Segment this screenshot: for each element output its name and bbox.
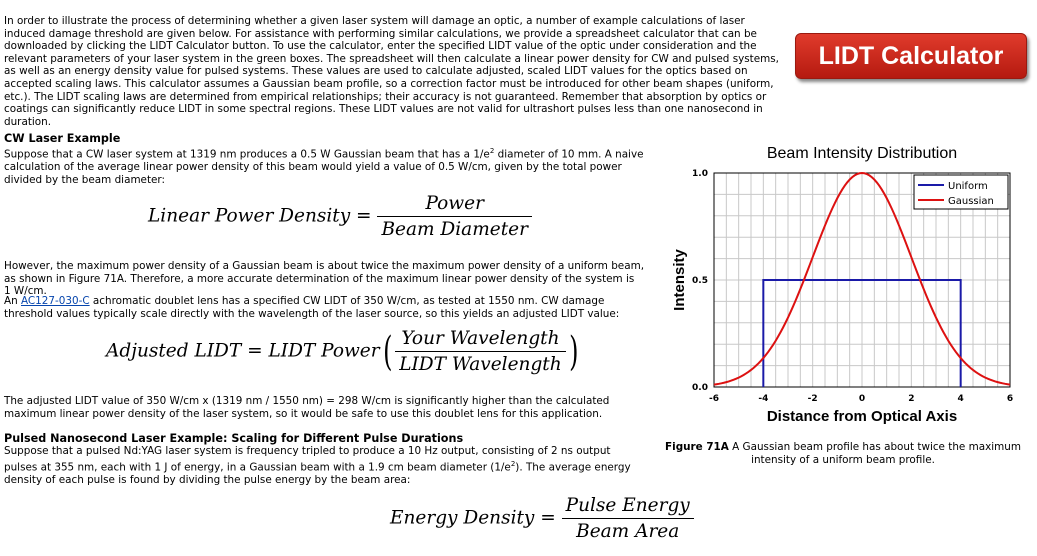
x-tick-label: 4 (957, 394, 964, 404)
pulsed-paragraph-1 (4, 445, 644, 486)
y-tick-label: 0.0 (692, 383, 708, 393)
eq1-denominator: Beam Diameter (381, 219, 528, 240)
eq3-numerator: Pulse Energy (562, 495, 694, 519)
ac127-030-c-link[interactable]: AC127-030-C (21, 295, 90, 307)
eq1-lhs: Linear Power Density = (148, 205, 372, 227)
legend-label-uniform: Uniform (948, 181, 988, 192)
figure-caption (648, 441, 1037, 466)
cw-p3-text-b: achromatic doublet lens has a specified CW LIDT of 350 W/cm, as tested at 1550 nm. CW damage threshold values typically scale directly with the wavelength of the laser source, so this yields an adjusted LIDT value: (4, 295, 620, 320)
x-tick-label: 6 (1006, 394, 1014, 404)
cw-paragraph-1 (4, 145, 644, 186)
figure-label: Figure 71A (665, 441, 729, 453)
right-paren: ) (568, 328, 579, 375)
linear-power-density-equation (148, 193, 532, 240)
y-tick-label: 1.0 (692, 169, 708, 179)
eq1-numerator: Power (377, 193, 532, 217)
beam-intensity-chart (660, 140, 1030, 430)
legend-label-gaussian: Gaussian (948, 196, 994, 207)
cw-p1-text-a: Suppose that a CW laser system at 1319 nm produces a 0.5 W Gaussian beam that has a 1/e (4, 148, 490, 161)
y-axis-label: Intensity (671, 249, 688, 311)
intro-paragraph: In order to illustrate the process of determining whether a given laser system will damage an optic, a number of example calculations of laser induced damage threshold are given below. For assistance with performing similar calculations, we provide a spreadsheet calculator that can be downloaded by clicking the LIDT Calculator button. To use the calculator, enter the specified LIDT value of the optic under consideration and the relevant parameters of your laser system in the green boxes. The spreadsheet will then calculate a linear power density for CW and pulsed systems, as well as an energy density value for pulsed systems. These values are used to calculate adjusted, scaled LIDT values for the optics based on accepted scaling laws. This calculator assumes a Gaussian beam profile, so a correction factor must be introduced for other beam shapes (uniform, etc.). The LIDT scaling laws are determined from empirical relationships; their accuracy is not guaranteed. Remember that absorption by optics or coatings can significantly reduce LIDT in some spectral regions. These LIDT values are not valid for ultrashort pulses less than one nanosecond in duration. (4, 15, 779, 128)
pulsed-heading: Pulsed Nanosecond Laser Example: Scaling for Different Pulse Durations (4, 432, 464, 445)
figure-caption-text: A Gaussian beam profile has about twice the maximum intensity of a uniform beam profile. (728, 441, 1021, 466)
pulsed-p1-text-b: ). The average energy density of each pulse is found by dividing the pulse energy by the beam area: (4, 461, 631, 486)
adjusted-lidt-equation (106, 328, 581, 375)
x-tick-label: -2 (807, 394, 818, 404)
y-tick-label: 0.5 (692, 276, 708, 286)
cw-paragraph-4: The adjusted LIDT value of 350 W/cm x (1319 nm / 1550 nm) = 298 W/cm is significantly higher than the calculated maximum linear power density of the laser system, so it would be safe to use this doublet lens for this application. (4, 395, 610, 420)
eq1-fraction (377, 193, 532, 240)
cw-paragraph-2: However, the maximum power density of a Gaussian beam is about twice the maximum power density of a uniform beam, as shown in Figure 71A. Therefore, a more accurate determination of the maximum linear power density of the system is 1 W/cm. (4, 260, 644, 298)
x-tick-label: 2 (908, 394, 915, 404)
eq2-numerator: Your Wavelength (395, 328, 565, 352)
x-tick-label: -6 (709, 394, 719, 404)
cw-p1-text-b: diameter of 10 mm. A naive calculation of the average linear power density of this beam would yield a value of 0.5 W/cm, given by the total power divided by the beam diameter: (4, 148, 644, 186)
cw-p3-text-a: An (4, 295, 21, 307)
cw-heading: CW Laser Example (4, 132, 121, 145)
energy-density-equation (390, 495, 694, 542)
x-tick-label: 0 (858, 394, 866, 404)
x-axis-label: Distance from Optical Axis (766, 408, 958, 425)
chart-title: Beam Intensity Distribution (766, 145, 958, 162)
left-paren: ( (382, 328, 393, 375)
eq2-denominator: LIDT Wavelength (399, 354, 562, 375)
pulsed-p1-sup: 2 (510, 459, 516, 468)
lidt-calculator-button[interactable]: LIDT Calculator (795, 33, 1027, 79)
eq3-fraction (562, 495, 694, 542)
pulsed-p1-text-a: Suppose that a pulsed Nd:YAG laser system is frequency tripled to produce a 10 Hz output, consisting of 2 ns output pulses at 355 nm, each with 1 J of energy, in a Gaussian beam with a 1.9 cm beam diameter (1/e (4, 445, 611, 474)
x-tick-label: -4 (758, 394, 769, 404)
cw-paragraph-3 (4, 295, 644, 320)
eq3-denominator: Beam Area (576, 521, 680, 542)
eq2-fraction (395, 328, 565, 375)
cw-p1-sup: 2 (489, 147, 495, 155)
eq2-lhs: Adjusted LIDT = LIDT Power (106, 340, 380, 362)
eq3-lhs: Energy Density = (390, 507, 556, 529)
